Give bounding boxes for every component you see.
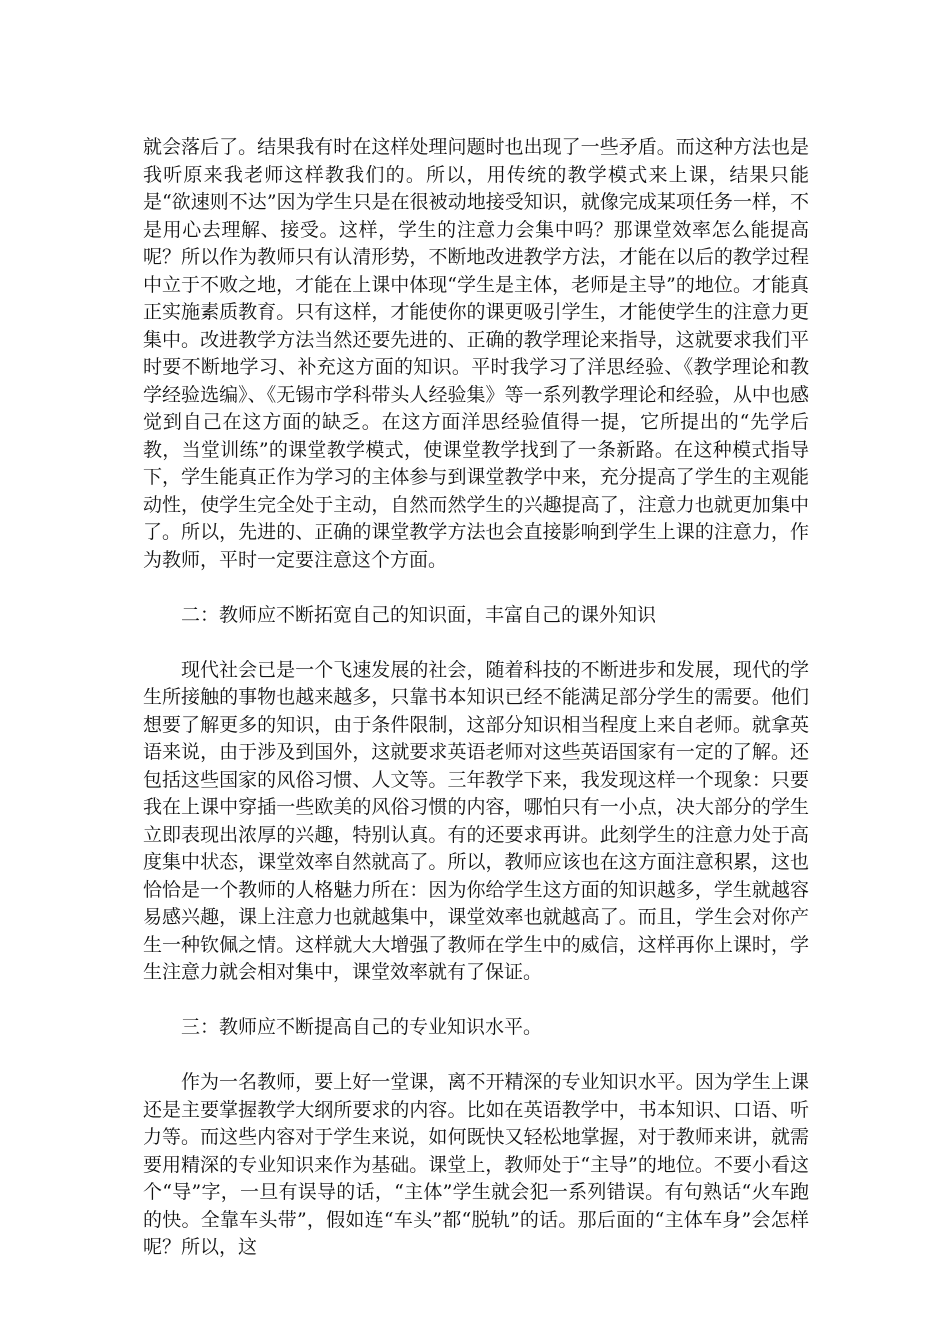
- document-page: [143, 134, 809, 1262]
- section-heading-2: 二：教师应不断拓宽自己的知识面，丰富自己的课外知识: [181, 603, 657, 626]
- paragraph-gap: [143, 574, 809, 602]
- body-paragraph-1: 就会落后了。结果我有时在这样处理问题时也出现了一些矛盾。而这种方法也是我听原来我老师这样教我们的。所以，用传统的教学模式来上课，结果只能是“欲速则不达”因为学生只是在很被动地接受知识，就像完成某项任务一样，不是用心去理解、接受。这样，学生的注意力会集中吗？那课堂效率怎么能提高呢？所以作为教师只有认清形势，不断地改进教学方法，才能在以后的教学过程中立于不败之地，才能在上课中体现“学生是主体，老师是主导”的地位。才能真正实施素质教育。只有这样，才能使你的课更吸引学生，才能使学生的注意力更集中。改进教学方法当然还要先进的、正确的教学理论来指导，这就要求我们平时要不断地学习、补充这方面的知识。平时我学习了洋思经验、《教学理论和教学经验选编》、《无锡市学科带头人经验集》等一系列教学理论和经验，从中也感觉到自己在这方面的缺乏。在这方面洋思经验值得一提，它所提出的“先学后教，当堂训练”的课堂教学模式，使课堂教学找到了一条新路。在这种模式指导下，学生能真正作为学习的主体参与到课堂教学中来，充分提高了学生的主观能动性，使学生完全处于主动，自然而然学生的兴趣提高了，注意力也就更加集中了。所以，先进的、正确的课堂教学方法也会直接影响到学生上课的注意力，作为教师，平时一定要注意这个方面。: [143, 136, 809, 571]
- paragraph-gap: [143, 629, 809, 657]
- section-heading-3: 三：教师应不断提高自己的专业知识水平。: [181, 1016, 543, 1038]
- paragraph-gap: [143, 987, 809, 1015]
- body-paragraph-2: 现代社会已是一个飞速发展的社会，随着科技的不断进步和发展，现代的学生所接触的事物也越来越多，只靠书本知识已经不能满足部分学生的需要。他们想要了解更多的知识，由于条件限制，这部分知识相当程度上来自老师。就拿英语来说，由于涉及到国外，这就要求英语老师对这些英语国家有一定的了解。还包括这些国家的风俗习惯、人文等。三年教学下来，我发现这样一个现象：只要我在上课中穿插一些欧美的风俗习惯的内容，哪怕只有一小点，决大部分的学生立即表现出浓厚的兴趣，特别认真。有的还要求再讲。此刻学生的注意力处于高度集中状态，课堂效率自然就高了。所以，教师应该也在这方面注意积累，这也恰恰是一个教师的人格魅力所在：因为你给学生这方面的知识越多，学生就越容易感兴趣，课上注意力也就越集中，课堂效率也就越高了。而且，学生会对你产生一种钦佩之情。这样就大大增强了教师在学生中的威信，这样再你上课时，学生注意力就会相对集中，课堂效率就有了保证。: [143, 658, 809, 983]
- body-paragraph-3: 作为一名教师，要上好一堂课，离不开精深的专业知识水平。因为学生上课还是主要掌握教学大纲所要求的内容。比如在英语教学中，书本知识、口语、听力等。而这些内容对于学生来说，如何既快又轻松地掌握，对于教师来讲，就需要用精深的专业知识来作为基础。课堂上，教师处于“主导”的地位。不要小看这个“导”字，一旦有误导的话，“主体”学生就会犯一系列错误。有句熟话“火车跑的快。全靠车头带”，假如连“车头”都“脱轨”的话。那后面的“主体车身”会怎样呢？所以，这: [143, 1071, 809, 1258]
- paragraph-gap: [143, 1042, 809, 1070]
